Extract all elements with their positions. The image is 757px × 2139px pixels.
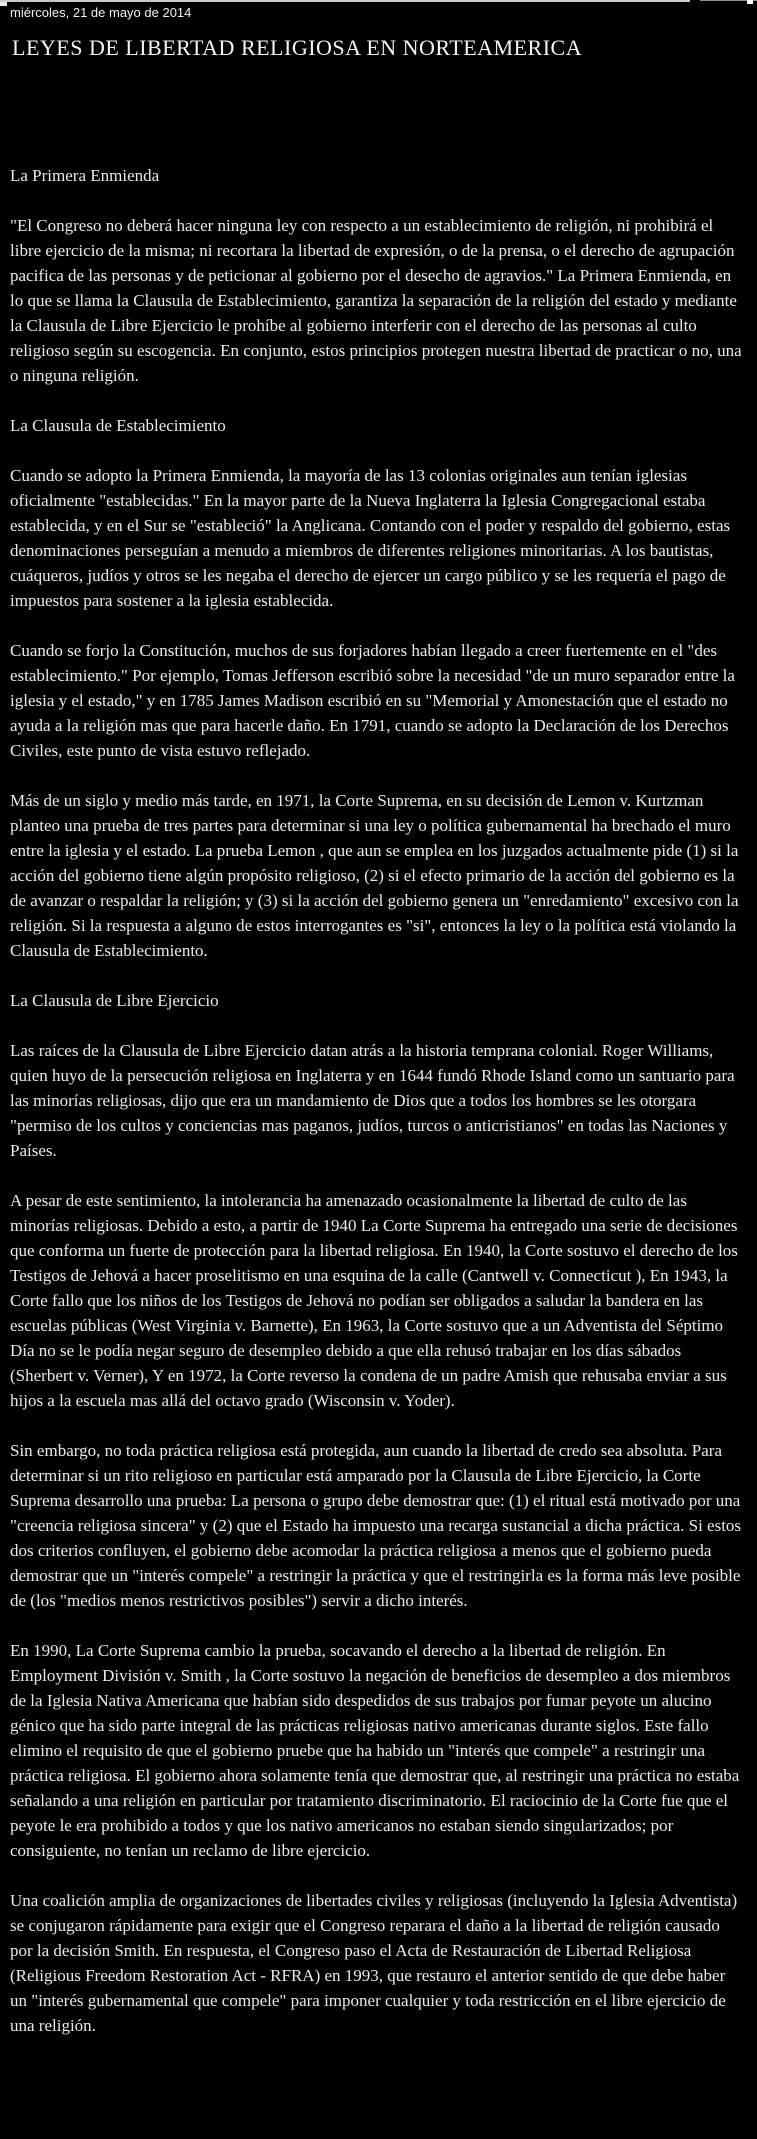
section-heading: La Primera Enmienda bbox=[10, 166, 160, 185]
article-paragraph: Las raíces de la Clausula de Libre Ejercicio datan atrás a la historia temprana colonial. Roger Williams, quien huyo de la persecución religiosa en Inglaterra y en 1644 fundó Rhode Island como un santuario para las minorías religiosas, dijo que era un mandamiento de Dios que a todos los hombres se les otorgara "permiso de los cultos y conciencias mas paganos, judíos, turcos o anticristianos" en todas las Naciones y Países. bbox=[10, 1041, 735, 1160]
article-paragraph: A pesar de este sentimiento, la intolerancia ha amenazado ocasionalmente la libertad de culto de las minorías religiosas. Debido a esto, a partir de 1940 La Corte Suprema ha entregado una serie de decisiones que conforma un fuerte de protección para la libertad religiosa. En 1940, la Corte sostuvo el derecho de los Testigos de Jehová a hacer proselitismo en una esquina de la calle (Cantwell v. Connecticut ), En 1943, la Corte fallo que los niños de los Testigos de Jehová no podían ser obligados a saludar la bandera en las escuelas públicas (West Virginia v. Barnette), En 1963, la Corte sostuvo que a un Adventista del Séptimo Día no se le podía negar seguro de desempleo debido a que ella rehusó trabajar en los días sábados (Sherbert v. Verner), Y en 1972, la Corte reverso la condena de un padre Amish que rehusaba enviar a sus hijos a la escuela mas allá del octavo grado (Wisconsin v. Yoder). bbox=[10, 1191, 738, 1410]
post-date-header: miércoles, 21 de mayo de 2014 bbox=[10, 5, 192, 20]
section-heading: La Clausula de Libre Ejercicio bbox=[10, 991, 219, 1010]
section-heading: La Clausula de Establecimiento bbox=[10, 416, 226, 435]
article-paragraph: "El Congreso no deberá hacer ninguna ley con respecto a un establecimiento de religión, ni prohibirá el libre ejercicio de la misma; ni recortara la libertad de expresión, o de la prensa, o el derecho de agrupación pacifica de las personas y de peticionar al gobierno por el desecho de agravios." La Primera Enmienda, en lo que se llama la Clausula de Establecimiento, garantiza la separación de la religión del estado y mediante la Clausula de Libre Ejercicio le prohíbe al gobierno interferir con el derecho de las personas al culto religioso según su escogencia. En conjunto, estos principios protegen nuestra libertad de practicar o no, una o ninguna religión. bbox=[10, 216, 742, 385]
article-paragraph: Una coalición amplia de organizaciones de libertades civiles y religiosas (incluyendo la Iglesia Adventista) se conjugaron rápidamente para exigir que el Congreso reparara el daño a la libertad de religión causado por la decisión Smith. En respuesta, el Congreso paso el Acta de Restauración de Libertad Religiosa (Religious Freedom Restoration Act - RFRA) en 1993, que restauro el anterior sentido de que debe haber un "interés gubernamental que compele" para imponer cualquier y toda restricción en el libre ejercicio de una religión. bbox=[10, 1891, 738, 2035]
top-border-dot bbox=[747, 0, 753, 4]
article-paragraph: Cuando se adopto la Primera Enmienda, la mayoría de las 13 colonias originales aun tenían iglesias oficialmente "establecidas." En la mayor parte de la Nueva Inglaterra la Iglesia Congregacional estaba establecida, y en el Sur se "estableció" la Anglicana. Contando con el poder y respaldo del gobierno, estas denominaciones perseguían a menudo a miembros de diferentes religiones minoritarias. A los bautistas, cuáqueros, judíos y otros se les negaba el derecho de ejercer un cargo público y se les requería el pago de impuestos para sostener a la iglesia establecida. bbox=[10, 466, 731, 610]
article-paragraph: Cuando se forjo la Constitución, muchos de sus forjadores habían llegado a creer fuertemente en el "des establecimiento." Por ejemplo, Tomas Jefferson escribió sobre la necesidad "de un muro separador entre la iglesia y el estado," y en 1785 James Madison escribió en su "Memorial y Amonestación que el estado no ayuda a la religión mas que para hacerle daño. En 1791, cuando se adopto la Declaración de los Derechos Civiles, este punto de vista estuvo reflejado. bbox=[10, 641, 735, 760]
post-body bbox=[10, 163, 743, 2038]
top-border-corner bbox=[0, 2, 7, 6]
article-paragraph: En 1990, La Corte Suprema cambio la prueba, socavando el derecho a la libertad de religión. En Employment División v. Smith , la Corte sostuvo la negación de beneficios de desempleo a dos miembros de la Iglesia Nativa Americana que habían sido despedidos de sus trabajos por fumar peyote un alucino génico que ha sido parte integral de las prácticas religiosas nativo americanas durante siglos. Este fallo elimino el requisito de que el gobierno pruebe que ha habido un "interés que compele" a restringir una práctica religiosa. El gobierno ahora solamente tenía que demostrar que, al restringir una práctica no estaba señalando a una religión en particular por tratamiento discriminatorio. El raciocinio de la Corte fue que el peyote le era prohibido a todos y que los nativo americanos no estaban siendo singularizados; por consiguiente, no tenían un reclamo de libre ejercicio. bbox=[10, 1641, 740, 1860]
top-border-artifact bbox=[0, 0, 690, 2]
post-title: LEYES DE LIBERTAD RELIGIOSA EN NORTEAMERICA bbox=[12, 35, 583, 60]
article-paragraph: Sin embargo, no toda práctica religiosa está protegida, aun cuando la libertad de credo sea absoluta. Para determinar si un rito religioso en particular está amparado por la Clausula de Libre Ejercicio, la Corte Suprema desarrollo una prueba: La persona o grupo debe demostrar que: (1) el ritual está motivado por una "creencia religiosa sincera" y (2) que el Estado ha impuesto una recarga sustancial a dicha práctica. Si estos dos criterios confluyen, el gobierno debe acomodar la práctica religiosa a menos que el gobierno pueda demostrar que un "interés compele" a restringir la práctica y que el restringirla es la forma más leve posible de (los "medios menos restrictivos posibles") servir a dicho interés. bbox=[10, 1441, 742, 1610]
article-paragraph: Más de un siglo y medio más tarde, en 1971, la Corte Suprema, en su decisión de Lemon v. Kurtzman planteo una prueba de tres partes para determinar si una ley o política gubernamental ha brechado el muro entre la iglesia y el estado. La prueba Lemon , que aun se emplea en los juzgados actualmente pide (1) si la acción del gobierno tiene algún propósito religioso, (2) si el efecto primario de la acción del gobierno es la de avanzar o respaldar la religión; y (3) si la acción del gobierno genera un "enredamiento" excesivo con la religión. Si la respuesta a alguno de estos interrogantes es "si", entonces la ley o la política está violando la Clausula de Establecimiento. bbox=[10, 791, 739, 960]
